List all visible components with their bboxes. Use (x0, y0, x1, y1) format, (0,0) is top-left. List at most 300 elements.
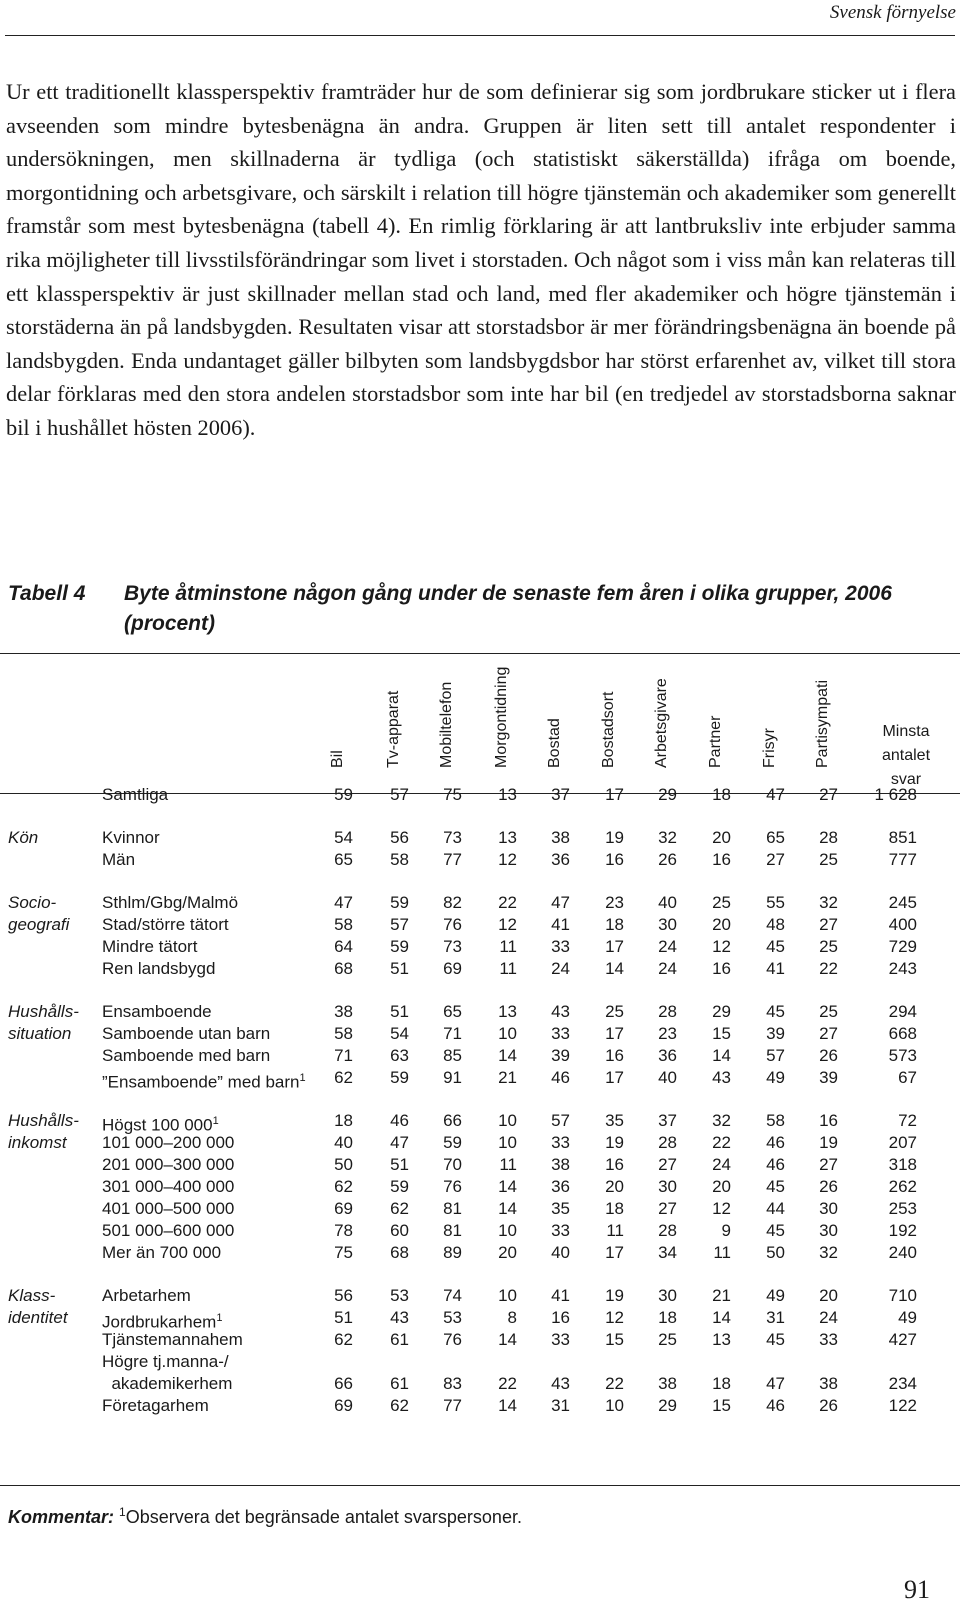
minsta-line-3: svar (890, 771, 922, 788)
table-cell: 33 (819, 1330, 838, 1349)
column-header-9: Partisympati (814, 679, 831, 768)
table-cell: 8 (507, 1308, 517, 1327)
table-cell-n: 318 (888, 1155, 917, 1174)
table-cell: 28 (819, 828, 838, 847)
group-label-line: Hushålls- (8, 1002, 79, 1021)
table-cell: 17 (605, 1243, 624, 1262)
table-cell: 14 (498, 1046, 517, 1065)
table-cell: 30 (658, 1177, 677, 1196)
table-cell: 55 (766, 893, 785, 912)
table-cell: 46 (766, 1396, 785, 1415)
table-cell: 13 (498, 1002, 517, 1021)
table-cell: 33 (551, 1221, 570, 1240)
row-label-text: Kvinnor (102, 828, 160, 847)
note-label: Kommentar: (8, 1507, 115, 1527)
table-cell: 18 (605, 915, 624, 934)
table-cell: 59 (443, 1133, 462, 1152)
footnote-mark: 1 (299, 1072, 306, 1084)
table-cell: 17 (605, 1024, 624, 1043)
table-cell: 68 (334, 959, 353, 978)
footnote-mark: 1 (216, 1312, 223, 1324)
column-header-6: Arbetsgivare (653, 678, 670, 768)
table-cell: 83 (443, 1374, 462, 1393)
row-label-text: akademikerhem (102, 1374, 233, 1393)
table-cell: 19 (819, 1133, 838, 1152)
table-cell: 77 (443, 1396, 462, 1415)
table-cell: 35 (605, 1111, 624, 1130)
table-cell: 73 (443, 828, 462, 847)
table-cell: 25 (819, 850, 838, 869)
table-cell: 20 (712, 828, 731, 847)
table-cell: 41 (766, 959, 785, 978)
table-cell: 50 (334, 1155, 353, 1174)
table-cell: 44 (766, 1199, 785, 1218)
table-cell-n: 253 (888, 1199, 917, 1218)
minsta-line-1: Minsta (882, 723, 930, 740)
row-label (102, 1373, 232, 1395)
table-cell: 18 (334, 1111, 353, 1130)
row-label-text: Sthlm/Gbg/Malmö (102, 893, 239, 912)
group-label-line: geografi (8, 915, 70, 934)
table-cell: 9 (721, 1221, 731, 1240)
table-cell: 51 (334, 1308, 353, 1327)
table-cell: 47 (334, 893, 353, 912)
row-label (102, 892, 238, 914)
table-cell: 62 (334, 1330, 353, 1349)
table-cell: 85 (443, 1046, 462, 1065)
table-cell: 27 (819, 915, 838, 934)
table-cell: 77 (443, 850, 462, 869)
table-cell: 11 (499, 1155, 517, 1174)
table-cell: 41 (551, 915, 570, 934)
table-cell-n: 243 (888, 959, 917, 978)
table-cell: 31 (551, 1396, 570, 1415)
table-cell: 14 (498, 1330, 517, 1349)
table-cell: 10 (605, 1396, 624, 1415)
table-cell: 69 (334, 1396, 353, 1415)
table-cell: 19 (605, 1286, 624, 1305)
table-cell: 28 (658, 1221, 677, 1240)
table-cell: 25 (819, 937, 838, 956)
minsta-line-2: antalet (881, 747, 931, 764)
table-cell: 29 (658, 1396, 677, 1415)
table-cell: 56 (334, 1286, 353, 1305)
table-cell-n: 427 (888, 1330, 917, 1349)
row-label-text: Stad/större tätort (102, 915, 229, 934)
table-cell: 14 (498, 1199, 517, 1218)
row-label (102, 1285, 191, 1307)
table-cell-n: 192 (888, 1221, 917, 1240)
table-cell: 19 (605, 828, 624, 847)
table-cell: 12 (712, 1199, 731, 1218)
row-label-text: 201 000–300 000 (102, 1155, 235, 1174)
row-label-text: Högst 100 000 (102, 1115, 213, 1135)
table-cell: 35 (551, 1199, 570, 1218)
table-cell: 63 (390, 1046, 409, 1065)
table-cell: 16 (551, 1308, 570, 1327)
table-cell: 25 (819, 1002, 838, 1021)
table-cell: 51 (390, 1155, 409, 1174)
table-cell: 65 (766, 828, 785, 847)
table-cell: 36 (551, 850, 570, 869)
note-footnote-mark: 1 (119, 1505, 126, 1519)
table-cell: 30 (819, 1221, 838, 1240)
table-cell: 38 (334, 1002, 353, 1021)
row-label-text: Tjänstemannahem (102, 1330, 243, 1349)
table-cell: 27 (766, 850, 785, 869)
table-cell: 21 (498, 1068, 517, 1087)
table-cell: 59 (390, 937, 409, 956)
table-cell: 33 (551, 1133, 570, 1152)
table-cell-n: 400 (888, 915, 917, 934)
table-cell: 18 (712, 1374, 731, 1393)
table-cell: 13 (712, 1330, 731, 1349)
table-cell: 47 (551, 893, 570, 912)
table-cell: 20 (605, 1177, 624, 1196)
table-cell: 49 (766, 1068, 785, 1087)
table-cell: 43 (551, 1374, 570, 1393)
row-label (102, 1176, 234, 1198)
row-label-text: Företagarhem (102, 1396, 209, 1415)
table-cell: 62 (390, 1199, 409, 1218)
table-cell: 56 (390, 828, 409, 847)
table-cell: 78 (334, 1221, 353, 1240)
table-cell: 11 (499, 959, 517, 978)
column-header-minsta (870, 720, 942, 792)
column-header-5: Bostadsort (600, 691, 617, 768)
body-text (6, 75, 956, 445)
row-label-text: Män (102, 850, 136, 869)
table-cell: 24 (819, 1308, 838, 1327)
table-cell-n: 234 (888, 1374, 917, 1393)
table-cell: 18 (712, 785, 731, 804)
table-cell: 16 (712, 850, 731, 869)
table-cell: 66 (334, 1374, 353, 1393)
row-label-text: Samtliga (102, 785, 169, 804)
table-cell: 16 (605, 850, 624, 869)
table-cell-n: 207 (888, 1133, 917, 1152)
table-cell: 27 (819, 1155, 838, 1174)
table-cell: 13 (498, 828, 517, 847)
table-cell: 18 (658, 1308, 677, 1327)
row-label (102, 1220, 234, 1242)
column-header-3: Morgontidning (493, 666, 510, 768)
table-cell: 81 (443, 1199, 462, 1218)
table-cell: 33 (551, 937, 570, 956)
group-label (8, 1285, 68, 1329)
table-cell: 10 (498, 1111, 517, 1130)
table-cell: 58 (766, 1111, 785, 1130)
table-cell: 16 (605, 1155, 624, 1174)
table-cell: 46 (766, 1133, 785, 1152)
table-cell: 59 (390, 1068, 409, 1087)
table-cell: 26 (819, 1046, 838, 1065)
table-cell: 28 (658, 1133, 677, 1152)
table-cell: 29 (658, 785, 677, 804)
table-cell: 58 (390, 850, 409, 869)
group-label-line: Klass- (8, 1286, 56, 1305)
table-cell: 53 (443, 1308, 462, 1327)
table-cell: 38 (551, 828, 570, 847)
table-cell-n: 72 (898, 1111, 917, 1130)
table-cell: 27 (658, 1199, 677, 1218)
row-label-text: Ren landsbygd (102, 959, 216, 978)
table-cell: 46 (766, 1155, 785, 1174)
table-cell: 25 (605, 1002, 624, 1021)
table-cell: 14 (498, 1396, 517, 1415)
table-cell: 57 (551, 1111, 570, 1130)
row-label (102, 1329, 243, 1351)
row-label-text: Jordbrukarhem (102, 1312, 217, 1332)
table-cell: 53 (390, 1286, 409, 1305)
table-cell: 24 (551, 959, 570, 978)
table-cell: 24 (658, 959, 677, 978)
table-cell-n: 49 (898, 1308, 917, 1327)
table-cell: 51 (390, 1002, 409, 1021)
group-label (8, 892, 69, 936)
table-cell: 23 (605, 893, 624, 912)
row-label (102, 827, 160, 849)
table-cell: 76 (443, 1177, 462, 1196)
table-cell: 65 (443, 1002, 462, 1021)
table-cell: 11 (499, 937, 517, 956)
table-cell: 30 (658, 1286, 677, 1305)
table-cell: 20 (498, 1243, 517, 1262)
row-label-text: Arbetarhem (102, 1286, 191, 1305)
table-cell: 20 (819, 1286, 838, 1305)
table-cell: 19 (605, 1133, 624, 1152)
table-cell: 28 (658, 1002, 677, 1021)
table-cell: 25 (658, 1330, 677, 1349)
table-cell: 39 (819, 1068, 838, 1087)
table-cell: 69 (443, 959, 462, 978)
table-cell: 10 (498, 1024, 517, 1043)
table-cell: 37 (658, 1111, 677, 1130)
table-cell: 57 (766, 1046, 785, 1065)
table-cell: 11 (606, 1221, 624, 1240)
table-cell: 36 (658, 1046, 677, 1065)
table-cell: 17 (605, 785, 624, 804)
table-cell: 26 (819, 1396, 838, 1415)
table-cell: 74 (443, 1286, 462, 1305)
row-label (102, 1154, 234, 1176)
table-top-rule (0, 653, 960, 654)
table-cell: 40 (334, 1133, 353, 1152)
table-cell-n: 710 (888, 1286, 917, 1305)
table-cell: 58 (334, 1024, 353, 1043)
table-cell: 22 (498, 1374, 517, 1393)
table-cell: 60 (390, 1221, 409, 1240)
table-cell: 22 (712, 1133, 731, 1152)
table-cell: 62 (390, 1396, 409, 1415)
table-cell-n: 668 (888, 1024, 917, 1043)
table-cell: 27 (658, 1155, 677, 1174)
table-cell: 71 (443, 1024, 462, 1043)
table-cell: 43 (390, 1308, 409, 1327)
table-note (8, 1505, 522, 1528)
row-label-text: 401 000–500 000 (102, 1199, 235, 1218)
table-cell: 57 (390, 785, 409, 804)
table-cell: 17 (605, 1068, 624, 1087)
row-label (102, 1198, 234, 1220)
table-cell: 27 (819, 1024, 838, 1043)
table-cell: 14 (605, 959, 624, 978)
row-label (102, 1045, 270, 1067)
group-label-line: Hushålls- (8, 1111, 79, 1130)
table-cell: 45 (766, 1221, 785, 1240)
row-label (102, 1242, 221, 1264)
row-label-text: ”Ensamboende” med barn (102, 1072, 300, 1092)
table-cell: 17 (605, 937, 624, 956)
table-cell: 15 (712, 1024, 731, 1043)
table-cell: 14 (498, 1177, 517, 1196)
table-cell: 89 (443, 1243, 462, 1262)
group-label-line: Socio- (8, 893, 57, 912)
table-cell: 59 (334, 785, 353, 804)
table-title: Byte åtminstone någon gång under de senaste fem åren i olika grupper, 2006 (procent) (124, 582, 892, 635)
group-label-line: situation (8, 1024, 72, 1043)
table-cell: 64 (334, 937, 353, 956)
table-cell: 49 (766, 1286, 785, 1305)
table-cell-n: 729 (888, 937, 917, 956)
table-cell: 71 (334, 1046, 353, 1065)
table-cell: 24 (712, 1155, 731, 1174)
table-cell: 59 (390, 893, 409, 912)
table-cell: 16 (819, 1111, 838, 1130)
table-cell: 10 (498, 1286, 517, 1305)
table-cell: 24 (658, 937, 677, 956)
footnote-mark: 1 (212, 1115, 219, 1127)
table-cell: 40 (658, 1068, 677, 1087)
table-cell: 27 (819, 785, 838, 804)
table-cell: 22 (819, 959, 838, 978)
table-cell: 59 (390, 1177, 409, 1196)
running-head: Svensk förnyelse (829, 2, 956, 23)
table-cell: 61 (390, 1374, 409, 1393)
table-cell-n: 245 (888, 893, 917, 912)
table-cell: 25 (712, 893, 731, 912)
table-cell: 91 (443, 1068, 462, 1087)
table-cell-n: 122 (888, 1396, 917, 1415)
table-cell: 57 (390, 915, 409, 934)
row-label (102, 784, 168, 806)
row-label-text: Högre tj.manna-/ (102, 1352, 229, 1371)
table-cell: 75 (334, 1243, 353, 1262)
row-label-text: Mer än 700 000 (102, 1243, 222, 1262)
table-cell: 12 (498, 850, 517, 869)
row-label (102, 1132, 234, 1154)
table-cell: 75 (443, 785, 462, 804)
table-cell: 33 (551, 1024, 570, 1043)
row-label (102, 1001, 212, 1023)
table-cell: 61 (390, 1330, 409, 1349)
table-cell: 36 (551, 1177, 570, 1196)
table-cell: 38 (658, 1374, 677, 1393)
table-cell: 43 (712, 1068, 731, 1087)
table-cell: 16 (712, 959, 731, 978)
table-cell: 58 (334, 915, 353, 934)
column-header-2: Mobiltelefon (438, 681, 455, 768)
table-cell: 45 (766, 1002, 785, 1021)
table-cell: 32 (819, 1243, 838, 1262)
table-cell: 29 (712, 1002, 731, 1021)
table-cell: 16 (605, 1046, 624, 1065)
table-cell: 41 (551, 1286, 570, 1305)
table-cell: 30 (819, 1199, 838, 1218)
table-cell: 51 (390, 959, 409, 978)
table-cell-n: 240 (888, 1243, 917, 1262)
table-cell: 11 (713, 1243, 731, 1262)
table-cell: 62 (334, 1068, 353, 1087)
row-label-text: 101 000–200 000 (102, 1133, 235, 1152)
table-cell: 48 (766, 915, 785, 934)
header-rule (5, 35, 955, 36)
row-label (102, 914, 229, 936)
table-cell: 33 (551, 1330, 570, 1349)
column-header-8: Frisyr (761, 728, 778, 768)
table-cell: 54 (334, 828, 353, 847)
table-cell-n: 67 (898, 1068, 917, 1087)
row-label (102, 958, 215, 980)
table-cell: 20 (712, 915, 731, 934)
table-cell: 73 (443, 937, 462, 956)
table-cell: 45 (766, 1177, 785, 1196)
table-cell: 12 (605, 1308, 624, 1327)
table-cell: 21 (712, 1286, 731, 1305)
row-label-text: Mindre tätort (102, 937, 198, 956)
table-label: Tabell 4 (8, 582, 86, 605)
table-cell: 68 (390, 1243, 409, 1262)
table-cell: 18 (605, 1199, 624, 1218)
table-cell: 26 (658, 850, 677, 869)
table-cell: 38 (551, 1155, 570, 1174)
table-cell: 10 (498, 1133, 517, 1152)
row-label (102, 1023, 270, 1045)
group-label (8, 1001, 79, 1045)
table-cell: 43 (551, 1002, 570, 1021)
table-cell: 45 (766, 937, 785, 956)
table-cell: 34 (658, 1243, 677, 1262)
table-cell: 69 (334, 1199, 353, 1218)
group-label (8, 827, 38, 849)
table-cell-n: 777 (888, 850, 917, 869)
row-label-text: Samboende med barn (102, 1046, 271, 1065)
table-cell: 12 (498, 915, 517, 934)
table-cell: 66 (443, 1111, 462, 1130)
group-label-line: identitet (8, 1308, 68, 1327)
column-header-1: Tv-apparat (385, 690, 402, 768)
table-cell: 76 (443, 1330, 462, 1349)
table-cell: 32 (819, 893, 838, 912)
row-label (102, 1351, 229, 1373)
table-cell: 46 (390, 1111, 409, 1130)
table-cell: 47 (766, 1374, 785, 1393)
column-header-0: Bil (329, 750, 346, 768)
table-cell: 65 (334, 850, 353, 869)
table-cell: 40 (658, 893, 677, 912)
table-cell: 10 (498, 1221, 517, 1240)
table-cell: 15 (605, 1330, 624, 1349)
table-cell: 12 (712, 937, 731, 956)
column-header-7: Partner (707, 715, 724, 768)
row-label-text: Samboende utan barn (102, 1024, 271, 1043)
table-cell-n: 573 (888, 1046, 917, 1065)
group-label-line: inkomst (8, 1133, 67, 1152)
table-cell: 45 (766, 1330, 785, 1349)
table-cell: 20 (712, 1177, 731, 1196)
note-text: Observera det begränsade antalet svarspersoner. (125, 1507, 522, 1527)
row-label-text: Ensamboende (102, 1002, 212, 1021)
